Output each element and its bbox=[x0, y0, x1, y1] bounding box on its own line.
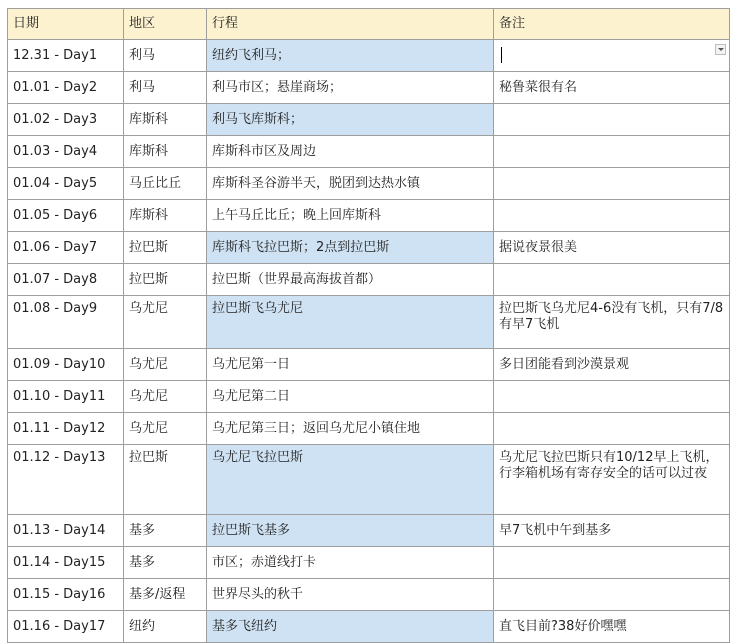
itinerary-table bbox=[7, 8, 730, 643]
note-cell[interactable] bbox=[494, 413, 730, 445]
note-cell[interactable] bbox=[494, 200, 730, 232]
table-row bbox=[8, 136, 730, 168]
region-cell[interactable]: 乌尤尼 bbox=[124, 296, 207, 349]
trip-cell[interactable]: 拉巴斯飞乌尤尼 bbox=[207, 296, 494, 349]
table-row bbox=[8, 579, 730, 611]
trip-cell[interactable]: 库斯科市区及周边 bbox=[207, 136, 494, 168]
region-cell[interactable]: 库斯科 bbox=[124, 200, 207, 232]
date-cell[interactable]: 01.12 - Day13 bbox=[8, 445, 124, 515]
date-cell[interactable]: 01.13 - Day14 bbox=[8, 515, 124, 547]
region-cell[interactable]: 库斯科 bbox=[124, 136, 207, 168]
text-cursor bbox=[501, 47, 502, 63]
region-cell[interactable]: 纽约 bbox=[124, 611, 207, 643]
region-cell[interactable]: 基多 bbox=[124, 515, 207, 547]
date-cell[interactable]: 12.31 - Day1 bbox=[8, 40, 124, 72]
note-cell[interactable] bbox=[494, 547, 730, 579]
date-cell[interactable]: 01.01 - Day2 bbox=[8, 72, 124, 104]
region-cell[interactable]: 利马 bbox=[124, 40, 207, 72]
trip-cell[interactable]: 纽约飞利马； bbox=[207, 40, 494, 72]
table-row bbox=[8, 200, 730, 232]
trip-cell[interactable]: 基多飞纽约 bbox=[207, 611, 494, 643]
trip-cell[interactable]: 乌尤尼第二日 bbox=[207, 381, 494, 413]
note-cell[interactable] bbox=[494, 579, 730, 611]
trip-cell[interactable]: 乌尤尼第三日；返回乌尤尼小镇住地 bbox=[207, 413, 494, 445]
note-cell[interactable] bbox=[494, 168, 730, 200]
table-row bbox=[8, 168, 730, 200]
note-cell-active[interactable] bbox=[494, 40, 730, 72]
note-cell[interactable] bbox=[494, 104, 730, 136]
table-row bbox=[8, 72, 730, 104]
trip-cell[interactable]: 乌尤尼飞拉巴斯 bbox=[207, 445, 494, 515]
date-cell[interactable]: 01.06 - Day7 bbox=[8, 232, 124, 264]
date-cell[interactable]: 01.03 - Day4 bbox=[8, 136, 124, 168]
region-cell[interactable]: 乌尤尼 bbox=[124, 349, 207, 381]
table-row bbox=[8, 40, 730, 72]
trip-cell[interactable]: 拉巴斯飞基多 bbox=[207, 515, 494, 547]
note-cell[interactable]: 秘鲁菜很有名 bbox=[494, 72, 730, 104]
note-cell[interactable] bbox=[494, 136, 730, 168]
region-cell[interactable]: 乌尤尼 bbox=[124, 381, 207, 413]
note-cell[interactable] bbox=[494, 264, 730, 296]
region-cell[interactable]: 基多/返程 bbox=[124, 579, 207, 611]
header-note[interactable]: 备注 bbox=[494, 9, 730, 40]
region-cell[interactable]: 利马 bbox=[124, 72, 207, 104]
region-cell[interactable]: 基多 bbox=[124, 547, 207, 579]
trip-cell[interactable]: 世界尽头的秋千 bbox=[207, 579, 494, 611]
note-cell[interactable] bbox=[494, 381, 730, 413]
header-trip[interactable]: 行程 bbox=[207, 9, 494, 40]
region-cell[interactable]: 库斯科 bbox=[124, 104, 207, 136]
header-region[interactable]: 地区 bbox=[124, 9, 207, 40]
table-row bbox=[8, 515, 730, 547]
date-cell[interactable]: 01.05 - Day6 bbox=[8, 200, 124, 232]
note-cell[interactable]: 拉巴斯飞乌尤尼4-6没有飞机，只有7/8有早7飞机 bbox=[494, 296, 730, 349]
table-row bbox=[8, 232, 730, 264]
table-row bbox=[8, 104, 730, 136]
note-cell[interactable]: 直飞目前?38好价嘿嘿 bbox=[494, 611, 730, 643]
date-cell[interactable]: 01.02 - Day3 bbox=[8, 104, 124, 136]
trip-cell[interactable]: 利马市区；悬崖商场； bbox=[207, 72, 494, 104]
date-cell[interactable]: 01.11 - Day12 bbox=[8, 413, 124, 445]
trip-cell[interactable]: 利马飞库斯科； bbox=[207, 104, 494, 136]
date-cell[interactable]: 01.09 - Day10 bbox=[8, 349, 124, 381]
date-cell[interactable]: 01.15 - Day16 bbox=[8, 579, 124, 611]
table-row bbox=[8, 296, 730, 349]
table-row bbox=[8, 349, 730, 381]
region-cell[interactable]: 拉巴斯 bbox=[124, 445, 207, 515]
date-cell[interactable]: 01.04 - Day5 bbox=[8, 168, 124, 200]
header-date[interactable]: 日期 bbox=[8, 9, 124, 40]
region-cell[interactable]: 乌尤尼 bbox=[124, 413, 207, 445]
table-row bbox=[8, 264, 730, 296]
date-cell[interactable]: 01.14 - Day15 bbox=[8, 547, 124, 579]
note-cell[interactable]: 多日团能看到沙漠景观 bbox=[494, 349, 730, 381]
note-cell[interactable]: 早7飞机中午到基多 bbox=[494, 515, 730, 547]
trip-cell[interactable]: 拉巴斯（世界最高海拔首都） bbox=[207, 264, 494, 296]
table-row bbox=[8, 547, 730, 579]
region-cell[interactable]: 拉巴斯 bbox=[124, 264, 207, 296]
date-cell[interactable]: 01.16 - Day17 bbox=[8, 611, 124, 643]
date-cell[interactable]: 01.10 - Day11 bbox=[8, 381, 124, 413]
dropdown-arrow-icon[interactable] bbox=[715, 44, 726, 55]
note-cell[interactable]: 据说夜景很美 bbox=[494, 232, 730, 264]
trip-cell[interactable]: 库斯科圣谷游半天，脱团到达热水镇 bbox=[207, 168, 494, 200]
table-row bbox=[8, 445, 730, 515]
note-cell[interactable]: 乌尤尼飞拉巴斯只有10/12早上飞机，行李箱机场有寄存安全的话可以过夜 bbox=[494, 445, 730, 515]
table-row bbox=[8, 611, 730, 643]
date-cell[interactable]: 01.07 - Day8 bbox=[8, 264, 124, 296]
trip-cell[interactable]: 乌尤尼第一日 bbox=[207, 349, 494, 381]
trip-cell[interactable]: 市区；赤道线打卡 bbox=[207, 547, 494, 579]
trip-cell[interactable]: 上午马丘比丘；晚上回库斯科 bbox=[207, 200, 494, 232]
table-row bbox=[8, 381, 730, 413]
header-row bbox=[8, 9, 730, 40]
date-cell[interactable]: 01.08 - Day9 bbox=[8, 296, 124, 349]
itinerary-sheet bbox=[7, 8, 729, 643]
table-row bbox=[8, 413, 730, 445]
trip-cell[interactable]: 库斯科飞拉巴斯；2点到拉巴斯 bbox=[207, 232, 494, 264]
region-cell[interactable]: 拉巴斯 bbox=[124, 232, 207, 264]
region-cell[interactable]: 马丘比丘 bbox=[124, 168, 207, 200]
